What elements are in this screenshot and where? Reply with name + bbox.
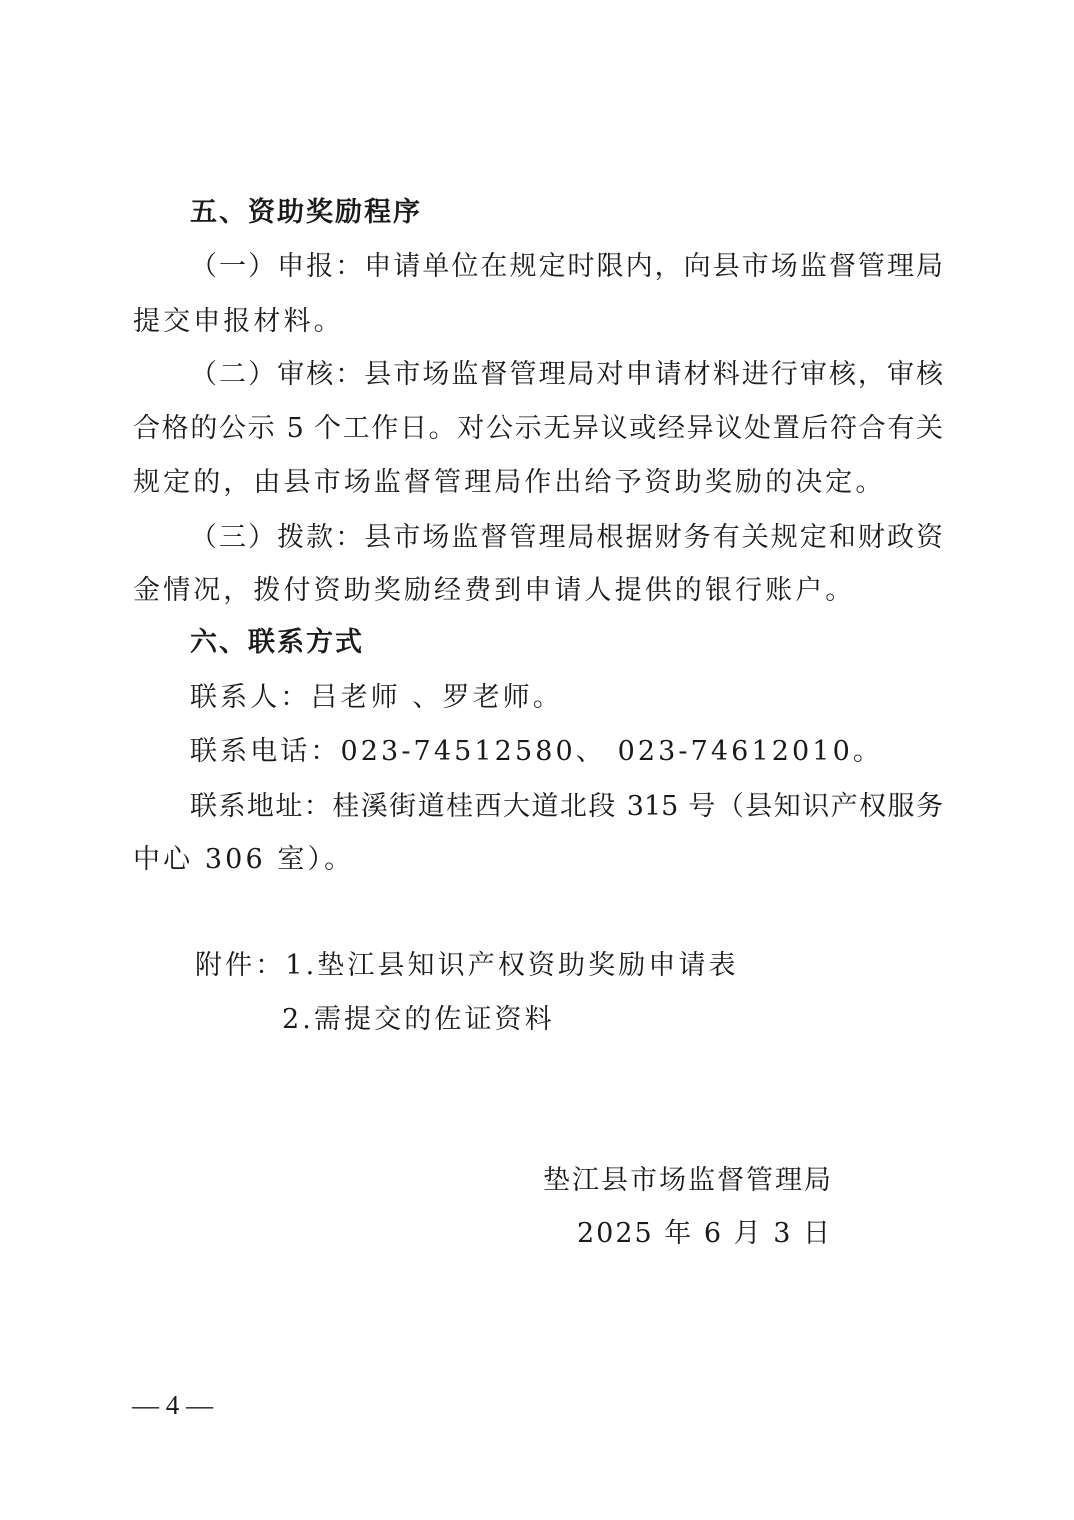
signature-organization: 垫江县市场监督管理局 xyxy=(543,1165,833,1196)
procedure-item1-line1: （一）申报：申请单位在规定时限内，向县市场监督管理局 xyxy=(190,251,943,282)
section-heading-procedure: 五、资助奖励程序 xyxy=(190,197,422,228)
page-number: — 4 — xyxy=(132,1390,213,1420)
section-heading-contact: 六、联系方式 xyxy=(190,627,364,658)
contact-address-line2: 中心 306 室）。 xyxy=(133,844,355,875)
contact-person: 联系人：吕老师 、罗老师。 xyxy=(190,682,563,713)
procedure-item2-line1: （二）审核：县市场监督管理局对申请材料进行审核，审核 xyxy=(190,359,943,390)
contact-phone: 联系电话：023-74512580、 023-74612010。 xyxy=(190,736,883,767)
procedure-item3-line1: （三）拨款：县市场监督管理局根据财务有关规定和财政资 xyxy=(190,522,943,553)
attachment-item-1: 附件：1.垫江县知识产权资助奖励申请表 xyxy=(195,950,739,981)
procedure-item1-line2: 提交申报材料。 xyxy=(133,306,344,337)
attachment-item-2: 2.需提交的佐证资料 xyxy=(282,1004,555,1035)
signature-date: 2025 年 6 月 3 日 xyxy=(577,1218,832,1249)
procedure-item2-line3: 规定的，由县市场监督管理局作出给予资助奖励的决定。 xyxy=(133,467,886,498)
procedure-item2-line2: 合格的公示 5 个工作日。对公示无异议或经异议处置后符合有关 xyxy=(133,413,943,444)
procedure-item3-line2: 金情况，拨付资助奖励经费到申请人提供的银行账户。 xyxy=(133,575,856,606)
contact-address-line1: 联系地址：桂溪街道桂西大道北段 315 号（县知识产权服务 xyxy=(190,791,943,822)
